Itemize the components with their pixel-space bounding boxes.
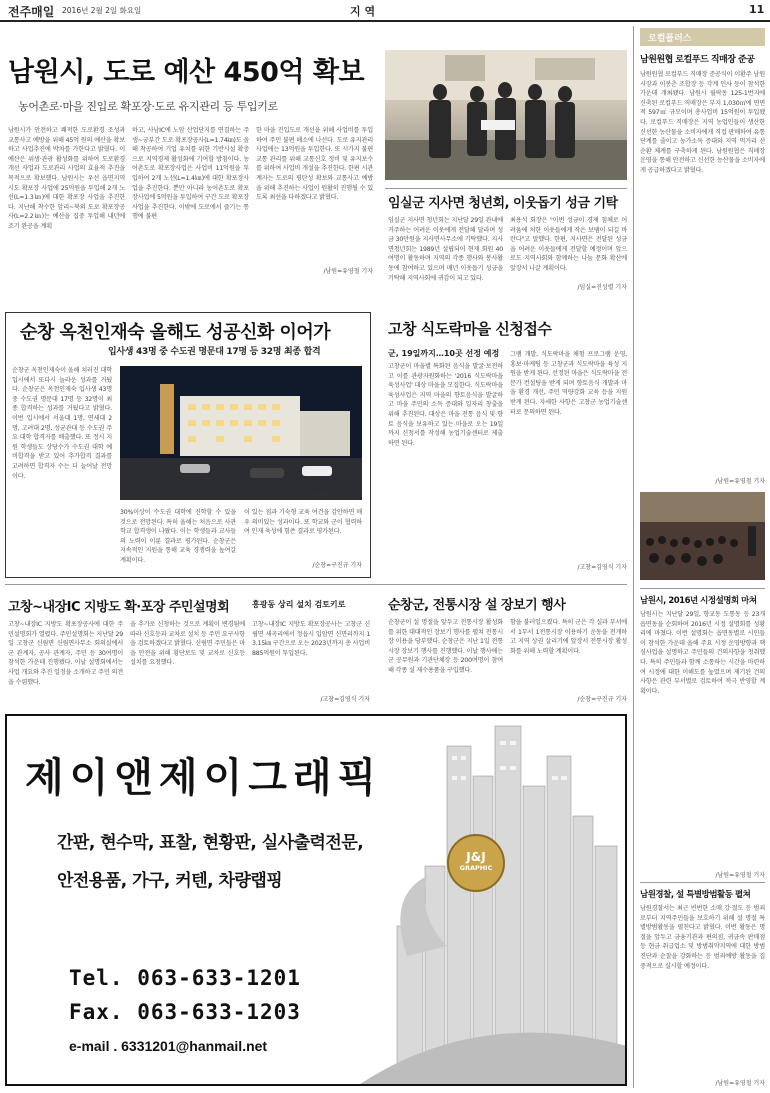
paper-name: 전주매일: [8, 5, 55, 19]
ceremony-scene: [385, 50, 627, 180]
article-body: 을 추가로 신청하는 것으로 계획이 변경됨에 따라 신호등과 교차로 설치 등 주민 요구사항을 검토하겠다고 밝혔다. 신림면 주민들은 마을 안전을 위해 횡단보도 및 교차로 신호등 설치를 요청했다.: [130, 621, 245, 667]
article-byline: /남원=유영철 기자: [715, 478, 765, 485]
article-byline: /남원=유영철 기자: [715, 872, 765, 879]
article-body: 최용석 회장은 "이번 성금이 경제 침체로 어려움에 처한 이웃들에게 작은 보탬이 되길 바란다"고 말했다. 한편, 지사면은 전달된 성금을 어려운 이웃들에게 전달할 예정이며 앞으로도 지역사회와 함께하는 나눔 문화 확산에 앞장서 나갈 계획이다.: [510, 217, 627, 272]
article-body: 순창군이 설 명절을 앞두고 전통시장 활성화를 위한 대대적인 장보기 행사를 펼쳐 전통시장 이용을 당부했다. 순창군은 지난 1일 전통시장 장보기 행사를 진행했다. 이날 행사에는 군 공무원과 기관단체장 등 200여명이 참여해 각종 설 제수용품을 구입했다.: [388, 619, 503, 674]
divider: [640, 882, 765, 883]
article-headline: 남원경찰, 설 특별방범활동 펼쳐: [640, 890, 751, 900]
article-body: 순창군 옥천인재숙이 올해 치러진 대학입시에서 또다시 놀라운 성과를 거뒀다. 순창군은 옥천인재숙 입사생 43명 중 수도권 명문대 17명 등 32명이 최종 합격하는 성과를 거뒀다고 밝혔다. 이번 입시에서 서울대 1명, 연세대 2명, 고려대 2명, 성균관대 등 수도권 주요 대학 합격자를 배출했다. 또 정시 지원 학생들도 상당수가 수도권 대학 예비합격을 받고 있어 추가합격 결과를 고려하면 합격자 수는 더 늘어날 전망이다.: [12, 367, 112, 480]
ceremony-photo: [385, 50, 627, 180]
article-headline: 남원시, 도로 예산 450억 확보: [8, 57, 365, 88]
divider: [640, 588, 765, 589]
article-body: 그램 개발, 식도락마을 체험 프로그램 운영, 홍보·마케팅 등 고창군과 식도락마을 육성 지원을 받게 된다. 선정된 마을은 식도락마을 전문가 컨설팅을 받게 되며 향토음식 개발과 마을 환경 개선, 주민 역량강화 교육 등을 지원받게 된다. 자세한 사항은 고창군 농업기술센터로 문의하면 된다.: [510, 351, 627, 416]
article-subheadline: 군, 19일까지…10곳 선정 예정: [388, 349, 500, 358]
ad-fax: Fax. 063-633-1203: [69, 1000, 301, 1024]
ad-services: 안전용품, 가구, 커텐, 차량랩핑: [57, 871, 283, 891]
article-byline: /고창=김영식 기자: [320, 696, 370, 703]
divider: [385, 188, 627, 189]
ad-services: 간판, 현수막, 표찰, 현황판, 실사출력전문,: [57, 833, 364, 853]
ad-email: e-mail . 6331201@hanmail.net: [69, 1038, 268, 1054]
article-byline: /남원=유영철 기자: [715, 1080, 765, 1087]
photo-caption: 옥천인재숙 야경: [300, 492, 343, 499]
meeting-scene: [640, 492, 765, 580]
article-headline: 순창 옥천인재숙 올해도 성공신화 이어가: [20, 322, 331, 343]
article-body: 함을 불러일으켰다. 특히 군은 각 실과 부서에서 1부서 1전통시장 이용하기 운동을 전개하고 지역 상권 살리기에 앞장서 전통시장 활성화를 위해 노력할 계획이다.: [510, 619, 627, 655]
article-byline: /순창=구진규 기자: [312, 562, 362, 569]
article-body: 30%이상이 수도권 대학에 진학할 수 있을 것으로 전망된다. 특히 올해는 처음으로 사관학교 합격생이 나왔다. 이는 학생들과 교사들의 노력이 이룬 결과로 평가된다. 순창군은 지속적인 지원을 통해 교육 경쟁력을 높여갈 계획이다.: [120, 509, 236, 564]
article-body: 한 마을 진입도로 개선을 위해 사업비를 투입하여 주민 불편 해소에 나선다. 도로 유지관리 사업에는 13억원을 투입한다. 또 시가지 불편 교통 관리를 위해 교통신호 정비 및 유지보수를 위하여 사업비 개설을 추진한다. 한편 시관계자는 도로의 평탄성 확보와 교통사고 예방을 위해 추진하는 사업이 원활히 진행될 수 있도록 최선을 다하겠다고 밝혔다.: [256, 127, 373, 202]
ad-logo-mark: J&J: [466, 850, 486, 864]
article-headline: 임실군 지사면 청년회, 이웃돕기 성금 기탁: [388, 196, 618, 211]
article-subheadline: 농어촌로·마을 진입로 확포장·도로 유지관리 등 투입키로: [18, 100, 278, 113]
sidebar-banner: [640, 28, 765, 46]
section-name: 지 역: [350, 5, 376, 18]
article-byline: /임실=진성렬 기자: [577, 284, 627, 291]
article-body: 고창~내장IC 지방도 확포장공사는 고창군 신림면 세곡리에서 정읍시 입암면 신면리까지 13.15㎞ 구간으로 오는 2023년까지 총 사업비 885억원이 투입된다.: [252, 621, 370, 657]
page-number: 11: [749, 3, 765, 16]
article-body: 임실군 지사면 청년회는 지난달 29일 관내에 거주하는 어려운 이웃에게 전달해 달라며 성금 30만원을 지사면사무소에 기탁했다. 지사면청년회는 1989년 설립되어 현재 회원 40여명이 활동하며 지역의 각종 행사와 봉사활동에 참여하고 있으며 매년 이웃돕기 성금을 기탁해 지역사회에 귀감이 되고 있다.: [388, 217, 503, 282]
article-body: 하고, 사남IC에 노암 산업단지를 연결하는 주생~궁부간 도로 확포장공사(L=1.74㎞)도 올해 착공하여 기업 유치를 위한 기반시설 확충으로 지역경제 활성화에 기여할 방침이다. 농어촌도로 확포장사업은 사업비 11억원을 투입하여 2개 노선(L=1.4㎞)에 대한 확포장사업을 추진한다. 뿐만 아니라 농어촌도로 확포장사업에 5억원을 투입하여 구간 도로 확포장 사업을 추진한다. 이밖에 도로에서 즐기는 통행에 불편: [132, 127, 249, 221]
ad-company-name: 제이앤제이그래픽: [25, 755, 383, 801]
page-header: [0, 0, 770, 20]
article-byline: /고창=김영식 기자: [577, 564, 627, 571]
article-headline: 남원원협 로컬푸드 직매장 준공: [640, 55, 755, 65]
article-byline: /순창=구진규 기자: [577, 696, 627, 703]
article-subheadline: 흥광동 상리 설치 검토키로: [252, 600, 346, 609]
ad-phone: Tel. 063-633-1201: [69, 966, 301, 990]
article-headline: 순창군, 전통시장 설 장보기 행사: [388, 598, 566, 613]
article-headline: 남원시, 2016년 시정설명회 마쳐: [640, 596, 757, 606]
column-divider: [633, 26, 634, 1088]
article-body: 남원시가 안전하고 쾌적한 도로환경 조성과 교통사고 예방을 위해 45억 원의 예산을 확보하고 사업추진에 박차를 가한다고 밝혔다. 이 예산은 위생·관광 활성화를 위하여 도로환경 개선 사업과 도로관리 사업의 효율적 추진을 목적으로 확보했다. 남원시는 우선 읍면지역 시도 확포장 사업에 25억원을 투입해 2개 노선(L=1.3㎞)에 대한 확포장 사업을 추진한다. 지난해 착수한 앞리~북외 도로 확포장공사(L=2.2㎞)는 예산을 집중 투입해 내년에 조기 완공을 계획: [8, 127, 125, 230]
article-body: 남원경찰서는 최근 빈번한 소매 강·절도 등 범죄로부터 지역주민들을 보호하기 위해 설 명절 특별방범활동을 펼친다고 밝혔다. 이번 활동은 명절을 앞두고 금융기관과 편의점, 귀금속 판매점 등 현금 취급업소 및 방범취약지역에 대한 방범진단과 순찰을 강화하는 등 범죄예방 활동을 집중적으로 실시할 예정이다.: [640, 905, 765, 970]
article-headline: 고창 식도락마을 신청접수: [388, 320, 552, 338]
advertisement: [5, 714, 627, 1086]
article-body: 고창군이 마을별 특화된 음식을 발굴·보전하고 이를 관광자원화하는 '2016 식도락마을 육성사업' 대상 마을을 모집한다. 식도락마을 육성사업은 지역 마을의 향토음식을 발굴하고 마을 주민의 소득 증대와 일자리 창출을 위해 추진된다. 대상은 마을 전통 음식 및 향토 음식을 보유하고 있는 마을로 오는 19일까지 신청서를 작성해 농업기술센터로 제출하면 된다.: [388, 363, 503, 447]
article-headline: 고창~내장IC 지방도 확·포장 주민설명회: [8, 600, 230, 615]
article-body: 남원원협 로컬푸드 직매장 준공식이 이환주 남원시장과 이봉춘 조합장 등 각계 인사 등이 참석한 가운데 개최됐다. 남원시 월락동 125-1번지에 신축된 로컬푸드 직매장은 부지 1,030㎡에 연면적 597㎡ 규모이며 총사업비 15억원이 투입됐다. 로컬푸드 직매장은 지역 농업인들이 생산한 신선한 농산물을 소비자에게 직접 판매하여 유통단계를 줄이고 농가소득 증대와 지역 먹거리 선순환 체계를 구축하게 된다. 남원원협은 직매장 운영을 통해 안전하고 신선한 농산물을 소비자에게 공급하겠다고 밝혔다.: [640, 71, 765, 174]
article-body: 고창~내장IC 지방도 확포장공사에 대한 주민설명회가 열렸다. 주민설명회는 지난달 29일 고창군 신림면 신림면사무소 회의실에서 군 관계자, 공사 관계자, 주민 등 30여명이 참석한 가운데 진행됐다. 이날 설명회에서는 사업 개요와 추진 일정을 소개하고 주민 의견을 수렴했다.: [8, 621, 123, 686]
article-subheadline: 입사생 43명 중 수도권 명문대 17명 등 32명 최종 합격: [108, 347, 321, 357]
header-rule: [0, 20, 770, 22]
article-body: 남원시는 지난달 29일, 향교동 도통동 등 23개 읍면동을 순회하며 2016년 시정 설명회를 성황리에 마쳤다. 이번 설명회는 읍면동별로 시민들이 참석한 가운데 올해 주요 시정 운영방향과 핵심사업을 설명하고 주민들의 건의사항을 청취했다. 특히 주민들과 함께 소통하는 시간을 마련하여 시정에 대한 이해도를 높였으며 제기된 건의사항은 관련 부서별로 검토하여 적극 반영할 계획이다.: [640, 611, 765, 695]
issue-date: 2016년 2월 2일 화요일: [62, 6, 142, 15]
divider: [5, 584, 627, 585]
dormitory-scene: [120, 366, 362, 500]
dormitory-night-photo: [120, 366, 362, 500]
ad-logo-text: GRAPHIC: [459, 864, 493, 872]
sidebar-banner-label: 로컬플러스: [648, 34, 692, 44]
meeting-photo: [640, 492, 765, 580]
article-byline: /남원=유영철 기자: [323, 268, 373, 275]
ad-logo: [447, 834, 505, 892]
article-body: 이 있는 점과 기숙형 교육 여건을 감안하면 매우 의미있는 성과이다. 또 학교와 군이 협력하여 인재 육성에 힘쓴 결과로 평가된다.: [244, 509, 362, 536]
